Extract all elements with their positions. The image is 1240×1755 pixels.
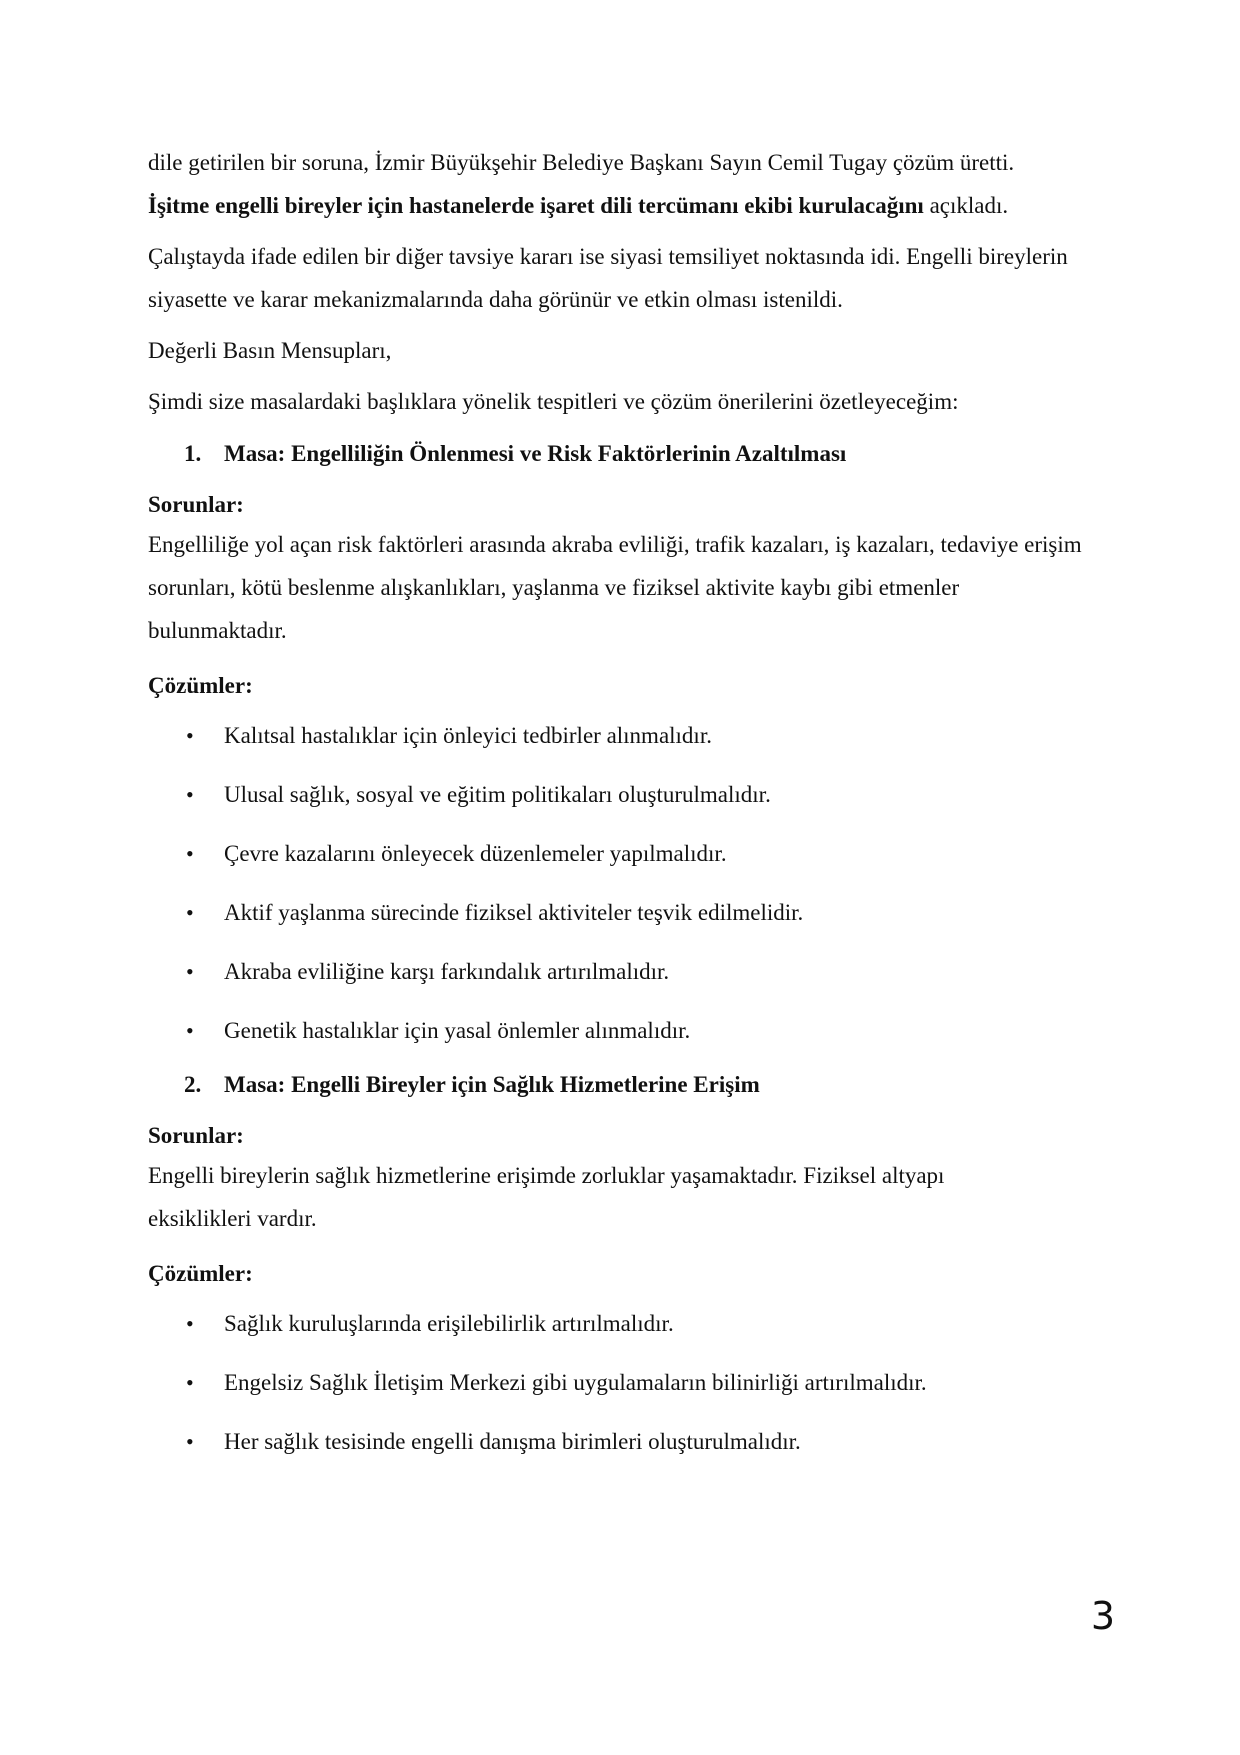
section-number: 2. [184,1072,202,1097]
list-item [148,1365,1108,1401]
list-item-text: Engelsiz Sağlık İletişim Merkezi gibi uygulamaların bilinirliği artırılmalıdır. [224,1370,927,1395]
list-item-text: Genetik hastalıklar için yasal önlemler alınmalıdır. [224,1018,691,1043]
list-item-text: Çevre kazalarını önleyecek düzenlemeler yapılmalıdır. [224,841,727,866]
list-item-text: Sağlık kuruluşlarında erişilebilirlik artırılmalıdır. [224,1311,674,1336]
section-title: Masa: Engelliliğin Önlenmesi ve Risk Faktörlerinin Azaltılması [224,441,847,466]
list-item-text: Aktif yaşlanma sürecinde fiziksel aktiviteler teşvik edilmelidir. [224,900,804,925]
section-1-heading [148,432,1108,475]
bullet-icon: • [186,900,194,925]
section-title: Masa: Engelli Bireyler için Sağlık Hizmetlerine Erişim [224,1072,760,1097]
list-item [148,1306,1108,1342]
intro-paragraph [148,141,1108,227]
section-2-heading [148,1063,1108,1106]
list-item [148,777,1108,813]
list-item-text: Her sağlık tesisinde engelli danışma birimleri oluşturulmalıdır. [224,1429,801,1454]
bullet-icon: • [186,841,194,866]
list-item [148,836,1108,872]
section-1-problems-text: Engelliliğe yol açan risk faktörleri arasında akraba evliliği, trafik kazaları, iş kazaları, tedaviye erişim sorunları, kötü beslenme alışkanlıkları, yaşlanma ve fiziksel aktivite kaybı gibi etmenler bulunmaktadır. [148,532,1082,643]
bullet-icon: • [186,1018,194,1043]
list-item [148,954,1108,990]
intro-bold-statement: İşitme engelli bireyler için hastanelerde işaret dili tercümanı ekibi kurulacağını [148,193,924,218]
section-1-solutions-list [148,718,1108,1049]
bullet-icon: • [186,959,194,984]
section-2-solutions-label: Çözümler: [148,1261,253,1286]
section-2-solutions-list [148,1306,1108,1460]
list-item-text: Akraba evliliğine karşı farkındalık artırılmalıdır. [224,959,670,984]
intro-line-1: dile getirilen bir soruna, İzmir Büyükşehir Belediye Başkanı Sayın Cemil Tugay çözüm üretti. [148,150,1015,175]
list-item-text: Kalıtsal hastalıklar için önleyici tedbirler alınmalıdır. [224,723,712,748]
greeting-line: Değerli Basın Mensupları, [148,338,392,363]
list-item [148,1013,1108,1049]
list-item [148,1424,1108,1460]
bullet-icon: • [186,782,194,807]
bullet-icon: • [186,723,194,748]
section-2-problems-label: Sorunlar: [148,1123,244,1148]
politics-paragraph: Çalıştayda ifade edilen bir diğer tavsiye kararı ise siyasi temsiliyet noktasında idi. Engelli bireylerin siyasette ve karar mekanizmalarında daha görünür ve etkin olması istenildi. [148,244,1068,312]
list-item-text: Ulusal sağlık, sosyal ve eğitim politikaları oluşturulmalıdır. [224,782,771,807]
document-page [148,141,1108,1460]
summary-intro: Şimdi size masalardaki başlıklara yönelik tespitleri ve çözüm önerilerini özetleyeceğim: [148,389,959,414]
section-1-problems-label: Sorunlar: [148,492,244,517]
bullet-icon: • [186,1370,194,1395]
section-1-solutions-label: Çözümler: [148,673,253,698]
section-number: 1. [184,441,202,466]
bullet-icon: • [186,1429,194,1454]
list-item [148,718,1108,754]
list-item [148,895,1108,931]
intro-line-2-rest: açıkladı. [923,193,1009,218]
page-number: 3 [1090,1594,1115,1638]
section-2-problems-text: Engelli bireylerin sağlık hizmetlerine erişimde zorluklar yaşamaktadır. Fiziksel altyapı eksiklikleri vardır. [148,1163,945,1231]
bullet-icon: • [186,1311,194,1336]
